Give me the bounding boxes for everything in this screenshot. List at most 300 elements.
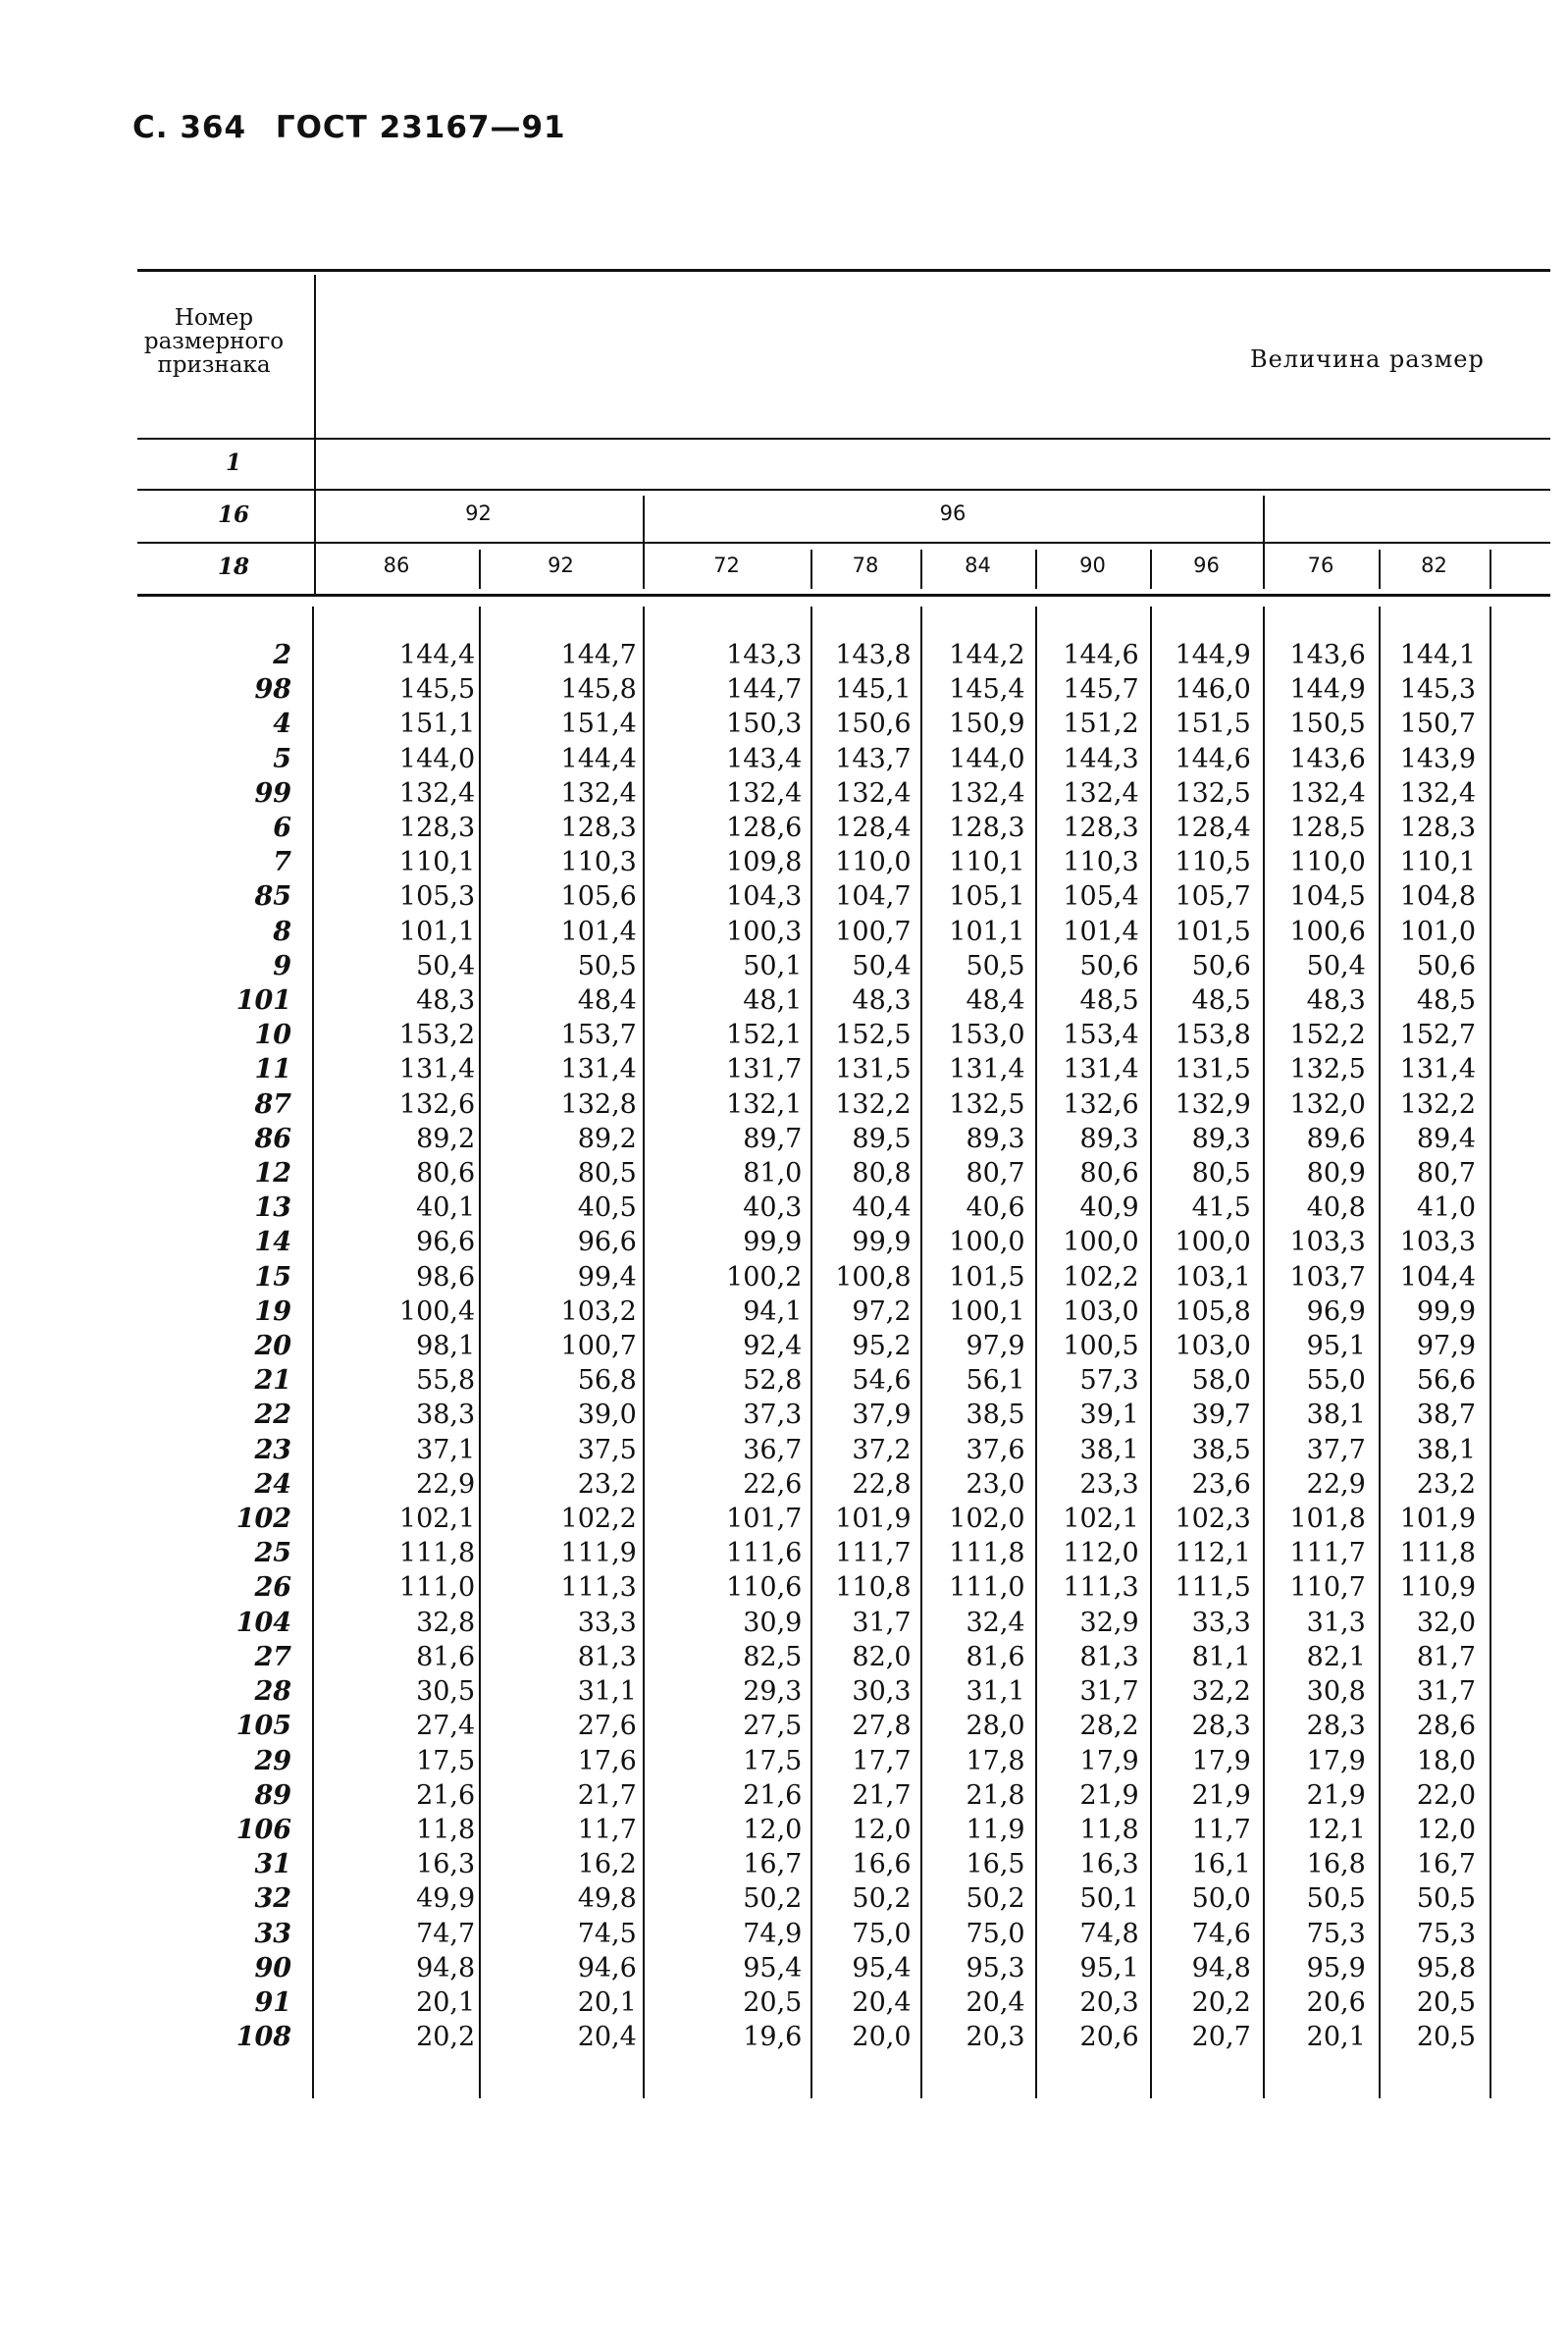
table-row (137, 1156, 1482, 1190)
table-cell: 81,7 (1416, 1641, 1476, 1672)
table-row (137, 2020, 1482, 2054)
table-cell: 17,6 (577, 1745, 637, 1776)
table-cell: 40,6 (966, 1192, 1025, 1224)
table-cell: 132,2 (1399, 1088, 1476, 1120)
table-cell: 50,2 (852, 1883, 912, 1915)
table-cell: 75,3 (1306, 1918, 1366, 1949)
table-cell: 37,7 (1306, 1434, 1366, 1465)
table-cell: 81,3 (1079, 1641, 1139, 1672)
table-cell: 145,8 (560, 674, 637, 706)
table-cell: 16,7 (743, 1849, 803, 1880)
header-label-line-2: размерного (143, 329, 285, 354)
table-cell: 128,4 (835, 813, 912, 844)
table-cell: 145,5 (398, 674, 476, 706)
row-id: 8 (273, 916, 292, 947)
table-cell: 95,2 (852, 1331, 912, 1362)
table-cell: 105,7 (1175, 881, 1251, 913)
table-cell: 152,1 (726, 1020, 803, 1051)
table-cell: 143,3 (726, 640, 803, 670)
row-id: 85 (254, 881, 292, 913)
table-cell: 56,1 (966, 1365, 1025, 1397)
table-cell: 89,3 (1079, 1123, 1139, 1154)
table-cell: 31,3 (1306, 1607, 1366, 1638)
table-cell: 132,4 (398, 777, 476, 809)
table-cell: 74,5 (577, 1918, 637, 1949)
table-cell: 132,9 (1175, 1088, 1251, 1120)
table-row (137, 1502, 1482, 1536)
table-cell: 48,3 (852, 985, 912, 1017)
table-cell: 144,6 (1175, 743, 1251, 774)
table-cell: 55,8 (416, 1365, 476, 1397)
table-cell: 50,4 (416, 950, 476, 981)
table-cell: 52,8 (743, 1365, 803, 1397)
row-id: 7 (273, 847, 292, 878)
table-row (137, 1985, 1482, 2020)
header-label-line-1: Номер (174, 305, 254, 331)
table-cell: 110,0 (1289, 847, 1366, 878)
table-cell: 23,0 (966, 1468, 1025, 1500)
table-cell: 80,7 (1416, 1158, 1476, 1189)
table-cell: 100,0 (1175, 1227, 1251, 1258)
table-cell: 99,9 (852, 1227, 912, 1258)
table-cell: 21,9 (1306, 1779, 1366, 1811)
row-id: 27 (254, 1641, 292, 1672)
table-cell: 132,0 (1289, 1088, 1366, 1120)
table-cell: 145,1 (835, 674, 912, 706)
table-cell: 99,4 (577, 1261, 637, 1293)
table-cell: 89,3 (1191, 1123, 1251, 1154)
table-cell: 37,9 (852, 1400, 912, 1431)
table-cell: 48,4 (577, 985, 637, 1017)
table-cell: 31,7 (1079, 1676, 1139, 1708)
table-cell: 95,3 (966, 1952, 1025, 1983)
table-cell: 153,7 (560, 1020, 637, 1051)
table-cell: 48,3 (416, 985, 476, 1017)
table-cell: 27,5 (743, 1711, 803, 1742)
table-row (137, 949, 1482, 983)
table-cell: 102,1 (1063, 1504, 1139, 1535)
table-row (137, 1640, 1482, 1674)
table-row (137, 672, 1482, 707)
table-cell: 105,6 (560, 881, 637, 913)
table-row (137, 1052, 1482, 1086)
table-cell: 131,7 (726, 1054, 803, 1085)
table-cell: 16,3 (416, 1849, 476, 1880)
table-cell: 20,5 (1416, 2022, 1476, 2053)
table-cell: 131,4 (1063, 1054, 1139, 1085)
row-id: 28 (254, 1676, 292, 1708)
row-id: 91 (254, 1986, 292, 2018)
col18-label-1: 86 (383, 554, 410, 577)
row-id: 2 (273, 640, 292, 670)
row-id: 15 (254, 1261, 292, 1293)
table-cell: 111,6 (726, 1538, 803, 1569)
table-cell: 132,5 (949, 1088, 1025, 1120)
row-id: 108 (235, 2022, 292, 2053)
table-cell: 38,1 (1306, 1400, 1366, 1431)
table-cell: 20,1 (416, 1986, 476, 2018)
table-cell: 96,9 (1306, 1295, 1366, 1327)
rule-below-row1 (137, 489, 1550, 491)
table-cell: 36,7 (743, 1434, 803, 1465)
col18-label-2: 92 (548, 554, 574, 577)
table-cell: 20,3 (1079, 1986, 1139, 2018)
table-cell: 132,6 (1063, 1088, 1139, 1120)
table-cell: 95,4 (852, 1952, 912, 1983)
table-cell: 40,1 (416, 1192, 476, 1224)
table-cell: 100,8 (835, 1261, 912, 1293)
table-cell: 20,1 (577, 1986, 637, 2018)
table-cell: 110,1 (1399, 847, 1476, 878)
table-cell: 80,6 (416, 1158, 476, 1189)
row-label-1: 1 (225, 449, 241, 476)
table-cell: 49,9 (416, 1883, 476, 1915)
table-cell: 102,1 (398, 1504, 476, 1535)
table-cell: 89,7 (743, 1123, 803, 1154)
table-cell: 55,0 (1306, 1365, 1366, 1397)
table-cell: 110,7 (1289, 1572, 1366, 1604)
table-cell: 101,5 (1175, 916, 1251, 947)
table-cell: 150,6 (835, 709, 912, 740)
vline-body-9 (1490, 607, 1491, 2098)
table-cell: 110,6 (726, 1572, 803, 1604)
table-row (137, 1813, 1482, 1847)
table-row (137, 1847, 1482, 1881)
row-id: 13 (254, 1192, 292, 1224)
table-cell: 132,5 (1175, 777, 1251, 809)
table-cell: 153,0 (949, 1020, 1025, 1051)
row-id: 87 (254, 1088, 292, 1120)
table-cell: 103,0 (1063, 1295, 1139, 1327)
table-cell: 21,6 (416, 1779, 476, 1811)
table-cell: 153,4 (1063, 1020, 1139, 1051)
table-cell: 20,4 (852, 1986, 912, 2018)
table-cell: 28,6 (1416, 1711, 1476, 1742)
table-cell: 58,0 (1191, 1365, 1251, 1397)
table-cell: 132,8 (560, 1088, 637, 1120)
table-row (137, 1674, 1482, 1709)
col18-label-7: 96 (1193, 554, 1220, 577)
table-row (137, 1398, 1482, 1432)
row-id: 9 (273, 950, 292, 981)
table-cell: 110,5 (1175, 847, 1251, 878)
table-cell: 21,6 (743, 1779, 803, 1811)
table-cell: 20,4 (966, 1986, 1025, 2018)
table-cell: 101,4 (1063, 916, 1139, 947)
row-id: 106 (235, 1814, 292, 1845)
table-cell: 82,5 (743, 1641, 803, 1672)
table-row (137, 638, 1482, 672)
table-cell: 20,2 (1191, 1986, 1251, 2018)
row-id: 31 (254, 1849, 292, 1880)
table-cell: 110,0 (835, 847, 912, 878)
table-cell: 11,8 (416, 1814, 476, 1845)
table-cell: 37,3 (743, 1400, 803, 1431)
table-cell: 17,5 (416, 1745, 476, 1776)
table-cell: 97,2 (852, 1295, 912, 1327)
table-cell: 110,1 (949, 847, 1025, 878)
table-cell: 95,8 (1416, 1952, 1476, 1983)
table-cell: 82,1 (1306, 1641, 1366, 1672)
table-cell: 150,3 (726, 709, 803, 740)
table-cell: 50,4 (1306, 950, 1366, 981)
table-cell: 38,1 (1079, 1434, 1139, 1465)
table-cell: 12,0 (852, 1814, 912, 1845)
table-cell: 151,4 (560, 709, 637, 740)
table-row (137, 811, 1482, 845)
table-cell: 100,7 (835, 916, 912, 947)
table-cell: 54,6 (852, 1365, 912, 1397)
table-cell: 20,2 (416, 2022, 476, 2053)
table-row (137, 776, 1482, 811)
table-cell: 40,3 (743, 1192, 803, 1224)
table-cell: 100,6 (1289, 916, 1366, 947)
table-row (137, 1570, 1482, 1605)
table-cell: 111,8 (949, 1538, 1025, 1569)
table-cell: 74,8 (1079, 1918, 1139, 1949)
table-cell: 21,7 (577, 1779, 637, 1811)
table-row (137, 1260, 1482, 1295)
table-cell: 48,5 (1079, 985, 1139, 1017)
table-cell: 105,4 (1063, 881, 1139, 913)
table-cell: 104,3 (726, 881, 803, 913)
table-cell: 20,7 (1191, 2022, 1251, 2053)
table-cell: 12,0 (1416, 1814, 1476, 1845)
table-cell: 80,7 (966, 1158, 1025, 1189)
table-cell: 150,9 (949, 709, 1025, 740)
table-row (137, 1190, 1482, 1225)
table-cell: 110,1 (398, 847, 476, 878)
table-cell: 111,0 (398, 1572, 476, 1604)
table-cell: 104,4 (1399, 1261, 1476, 1293)
table-cell: 144,2 (949, 640, 1025, 670)
row-id: 20 (254, 1331, 292, 1362)
table-cell: 89,4 (1416, 1123, 1476, 1154)
table-cell: 30,8 (1306, 1676, 1366, 1708)
table-cell: 31,1 (966, 1676, 1025, 1708)
row-label-16: 16 (217, 502, 249, 528)
vline-c18-7 (1490, 550, 1491, 589)
rule-below-header (137, 438, 1550, 440)
table-row (137, 1087, 1482, 1122)
table-cell: 131,4 (949, 1054, 1025, 1085)
table-cell: 81,0 (743, 1158, 803, 1189)
table-cell: 11,7 (1191, 1814, 1251, 1845)
table-cell: 28,3 (1191, 1711, 1251, 1742)
table-row (137, 1778, 1482, 1813)
table-cell: 128,3 (949, 813, 1025, 844)
col18-label-6: 90 (1079, 554, 1106, 577)
table-cell: 151,5 (1175, 709, 1251, 740)
table-cell: 95,1 (1306, 1331, 1366, 1362)
table-row (137, 1122, 1482, 1156)
table-cell: 132,4 (1289, 777, 1366, 809)
table-cell: 38,7 (1416, 1400, 1476, 1431)
table-cell: 48,5 (1191, 985, 1251, 1017)
table-cell: 132,4 (1399, 777, 1476, 809)
table-row (137, 1295, 1482, 1329)
table-cell: 22,6 (743, 1468, 803, 1500)
table-cell: 81,1 (1191, 1641, 1251, 1672)
row-id: 5 (273, 743, 292, 774)
row-id: 26 (254, 1572, 292, 1604)
table-cell: 111,9 (560, 1538, 637, 1569)
table-cell: 100,3 (726, 916, 803, 947)
table-cell: 105,3 (398, 881, 476, 913)
table-cell: 48,1 (743, 985, 803, 1017)
table-cell: 102,3 (1175, 1504, 1251, 1535)
table-cell: 80,9 (1306, 1158, 1366, 1189)
table-row (137, 707, 1482, 741)
table-cell: 152,2 (1289, 1020, 1366, 1051)
table-cell: 81,6 (416, 1641, 476, 1672)
row-id: 86 (254, 1123, 292, 1154)
table-cell: 144,4 (560, 743, 637, 774)
table-row (137, 879, 1482, 914)
table-cell: 30,9 (743, 1607, 803, 1638)
row-label-18: 18 (217, 554, 249, 580)
row-id: 99 (254, 777, 292, 809)
table-cell: 17,9 (1079, 1745, 1139, 1776)
table-cell: 104,8 (1399, 881, 1476, 913)
row-id: 98 (254, 674, 292, 706)
table-cell: 81,3 (577, 1641, 637, 1672)
table-cell: 48,3 (1306, 985, 1366, 1017)
row-id: 21 (254, 1365, 292, 1397)
table-cell: 152,5 (835, 1020, 912, 1051)
col18-label-3: 72 (713, 554, 740, 577)
header-label (116, 306, 312, 377)
table-cell: 50,6 (1079, 950, 1139, 981)
row-id: 25 (254, 1538, 292, 1569)
table-cell: 80,8 (852, 1158, 912, 1189)
table-cell: 17,9 (1191, 1745, 1251, 1776)
table-cell: 143,6 (1289, 640, 1366, 670)
row-id: 105 (235, 1711, 292, 1742)
table-row (137, 983, 1482, 1018)
table-cell: 50,2 (966, 1883, 1025, 1915)
table-cell: 22,0 (1416, 1779, 1476, 1811)
table-cell: 144,7 (560, 640, 637, 670)
table-cell: 11,7 (577, 1814, 637, 1845)
table-cell: 80,5 (577, 1158, 637, 1189)
table-cell: 100,4 (398, 1295, 476, 1327)
table-cell: 22,9 (416, 1468, 476, 1500)
table-cell: 128,3 (398, 813, 476, 844)
table-cell: 96,6 (577, 1227, 637, 1258)
table-cell: 22,9 (1306, 1468, 1366, 1500)
table-cell: 33,3 (1191, 1607, 1251, 1638)
page-number: С. 364 (132, 110, 247, 145)
table-row (137, 1225, 1482, 1259)
table-cell: 89,2 (577, 1123, 637, 1154)
table-row (137, 1329, 1482, 1363)
table-cell: 102,2 (1063, 1261, 1139, 1293)
table-cell: 38,5 (1191, 1434, 1251, 1465)
table-cell: 50,6 (1416, 950, 1476, 981)
table-cell: 11,9 (966, 1814, 1025, 1845)
table-cell: 27,6 (577, 1711, 637, 1742)
table-cell: 111,5 (1175, 1572, 1251, 1604)
table-cell: 110,3 (1063, 847, 1139, 878)
table-cell: 48,4 (966, 985, 1025, 1017)
table-cell: 132,4 (949, 777, 1025, 809)
row-id: 11 (254, 1054, 292, 1085)
row-id: 32 (254, 1883, 292, 1915)
table-cell: 18,0 (1416, 1745, 1476, 1776)
table-row (137, 1881, 1482, 1916)
table-cell: 20,5 (1416, 1986, 1476, 2018)
row-id: 33 (254, 1918, 292, 1949)
table-row (137, 1917, 1482, 1951)
table-cell: 74,6 (1191, 1918, 1251, 1949)
table-cell: 94,8 (416, 1952, 476, 1983)
table-row (137, 1536, 1482, 1570)
table-cell: 16,2 (577, 1849, 637, 1880)
table-cell: 37,6 (966, 1434, 1025, 1465)
table-cell: 131,4 (560, 1054, 637, 1085)
table-cell: 144,9 (1175, 640, 1251, 670)
table-cell: 23,2 (1416, 1468, 1476, 1500)
table-cell: 101,7 (726, 1504, 803, 1535)
table-cell: 144,4 (398, 640, 476, 670)
table-cell: 81,6 (966, 1641, 1025, 1672)
table-cell: 102,2 (560, 1504, 637, 1535)
table-cell: 17,9 (1306, 1745, 1366, 1776)
row-id: 23 (254, 1434, 292, 1465)
table-cell: 100,1 (949, 1295, 1025, 1327)
table-cell: 94,8 (1191, 1952, 1251, 1983)
table-cell: 128,4 (1175, 813, 1251, 844)
table-cell: 38,3 (416, 1400, 476, 1431)
table-cell: 111,3 (1063, 1572, 1139, 1604)
table-cell: 50,0 (1191, 1883, 1251, 1915)
table-cell: 128,5 (1289, 813, 1366, 844)
table-cell: 56,6 (1416, 1365, 1476, 1397)
table-cell: 128,3 (1063, 813, 1139, 844)
col18-label-8: 76 (1307, 554, 1334, 577)
table-cell: 50,1 (1079, 1883, 1139, 1915)
table-cell: 95,9 (1306, 1952, 1366, 1983)
table-cell: 95,4 (743, 1952, 803, 1983)
table-row (137, 1606, 1482, 1640)
table-cell: 19,6 (743, 2022, 803, 2053)
col18-label-5: 84 (965, 554, 991, 577)
table-cell: 17,7 (852, 1745, 912, 1776)
table-cell: 151,2 (1063, 709, 1139, 740)
table-cell: 32,0 (1416, 1607, 1476, 1638)
group16-label-2: 96 (939, 502, 967, 525)
table-cell: 82,0 (852, 1641, 912, 1672)
table-cell: 145,7 (1063, 674, 1139, 706)
table-cell: 40,8 (1306, 1192, 1366, 1224)
table-row (137, 1744, 1482, 1778)
table-cell: 112,1 (1175, 1538, 1251, 1569)
table-cell: 28,2 (1079, 1711, 1139, 1742)
table-cell: 146,0 (1175, 674, 1251, 706)
table-cell: 17,8 (966, 1745, 1025, 1776)
row-id: 10 (254, 1020, 292, 1051)
table-cell: 20,1 (1306, 2022, 1366, 2053)
table-cell: 75,0 (852, 1918, 912, 1949)
table-row (137, 915, 1482, 949)
table-cell: 38,1 (1416, 1434, 1476, 1465)
table-cell: 132,4 (726, 777, 803, 809)
table-cell: 102,0 (949, 1504, 1025, 1535)
table-cell: 21,9 (1191, 1779, 1251, 1811)
table-cell: 101,9 (835, 1504, 912, 1535)
table-cell: 31,7 (852, 1607, 912, 1638)
